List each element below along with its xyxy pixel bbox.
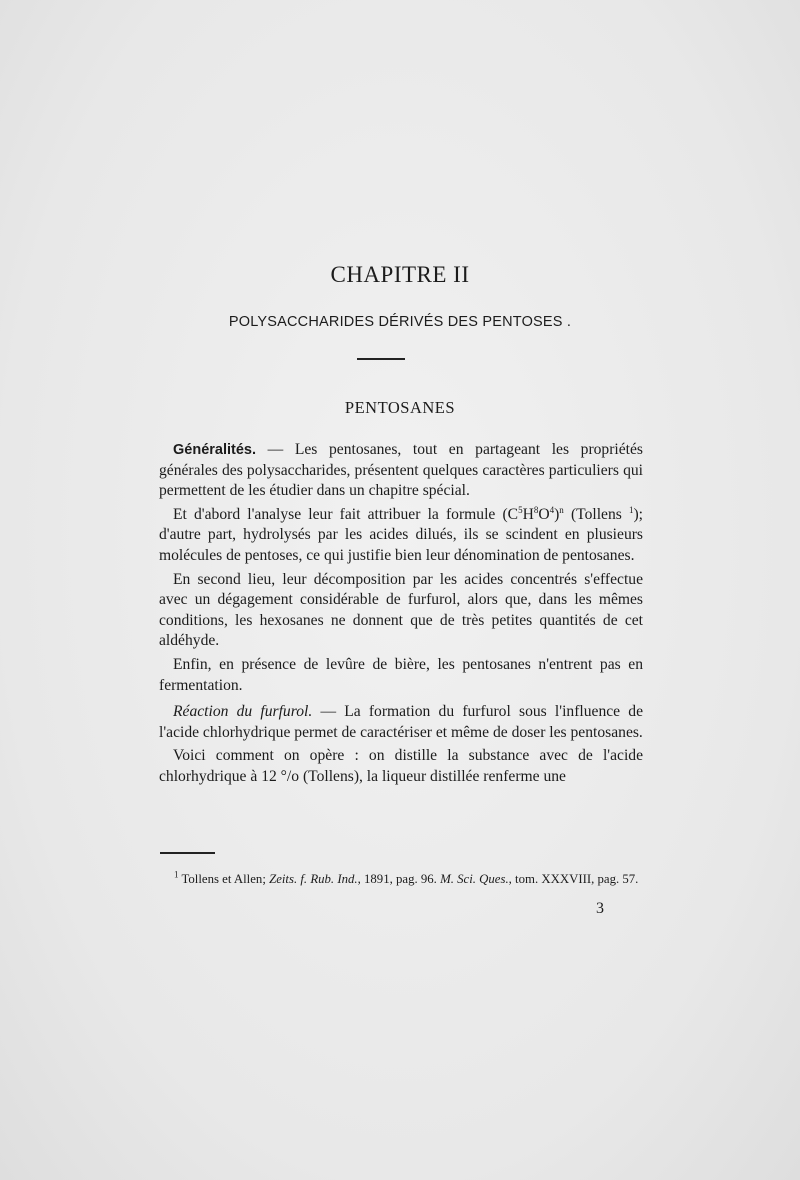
section-title: PENTOSANES: [344, 398, 456, 417]
footnote-marker: 1: [174, 869, 179, 880]
paragraph-text: (Tollens: [563, 505, 629, 523]
paragraph-text: Et d'abord l'analyse leur fait attribuer la formule (C: [173, 505, 519, 523]
chapter-subtitle: POLYSACCHARIDES DÉRIVÉS DES PENTOSES .: [228, 314, 572, 330]
paragraph-decomposition: En second lieu, leur décomposition par les acides concentrés s'effectue avec un dégagement considérable de furfurol, alors que, dans les mêmes conditions, les hexosanes ne donnent que de très petites quantités de cet aldéhyde.: [159, 570, 643, 650]
formula-index: 5: [518, 504, 523, 515]
footnote-divider: [160, 852, 215, 854]
footnote: [160, 871, 644, 888]
footnote-segment: Tollens et Allen;: [178, 872, 270, 886]
formula-index: 4: [549, 504, 555, 515]
formula-exponent: n: [559, 504, 564, 515]
paragraph-furfurol: [159, 702, 643, 743]
paragraph-text: — Les pentosanes, tout en partageant les propriétés générales des polysaccharides, présentent quelques caractères particuliers qui permettent de les étudier dans un chapitre spécial.: [159, 441, 643, 500]
formula-index: 8: [533, 504, 539, 515]
chapter-title: CHAPITRE II: [330, 262, 470, 287]
footnote-segment: , tom. XXXVIII, pag. 57.: [508, 872, 639, 886]
paragraph-text: — La formation du furfurol sous l'influence de l'acide chlorhydrique permet de caractériser et même de doser les pentosanes.: [159, 703, 643, 741]
paragraph-generalites: [159, 440, 643, 502]
section-divider: [357, 358, 405, 360]
paragraph-procedure: Voici comment on opère : on distille la substance avec de l'acide chlorhydrique à 12 °/o (Tollens), la liqueur distillée renferme une: [159, 747, 643, 785]
formula-element: H: [522, 505, 534, 523]
paragraph-heading: Réaction du furfurol.: [173, 703, 313, 721]
formula-element: O: [538, 505, 550, 523]
body-text: [159, 440, 643, 791]
paragraph-heading: Généralités.: [173, 442, 257, 458]
paragraph-fermentation: Enfin, en présence de levûre de bière, les pentosanes n'entrent pas en fermentation.: [159, 655, 643, 694]
paragraph-text: ); d'autre part, hydrolysés par les acides dilués, ils se scindent en plusieurs molécules de pentoses, ce qui justifie bien leur dénomination de pentosanes.: [159, 505, 643, 564]
paragraph-formula: [159, 505, 643, 567]
page-number: 3: [596, 900, 604, 917]
footnote-reference[interactable]: 1: [628, 504, 634, 515]
footnote-journal: M. Sci. Ques.: [440, 872, 509, 886]
footnote-text: [160, 871, 644, 888]
footnote-journal: Zeits. f. Rub. Ind.: [269, 872, 358, 886]
formula-element: ): [554, 505, 560, 523]
footnote-segment: , 1891, pag. 96.: [357, 872, 441, 886]
